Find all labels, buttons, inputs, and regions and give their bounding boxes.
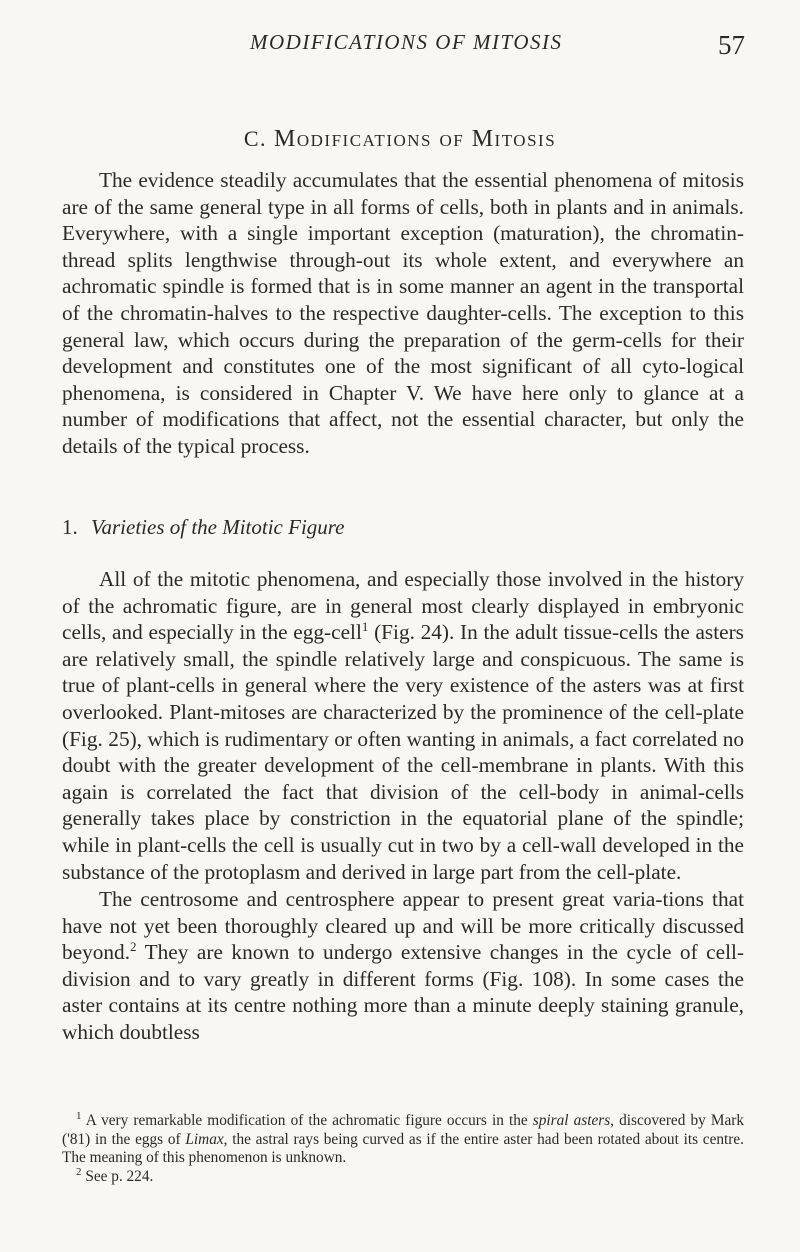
paragraph-2-text (62, 566, 744, 885)
footnote-1-italic-1: spiral asters (532, 1112, 611, 1129)
paragraph-1 (62, 167, 744, 460)
footnote-1-text-2: , discovered by Mark ('81) in the eggs of (62, 1112, 745, 1148)
subsection-heading (62, 515, 345, 540)
paragraph-3-text (62, 886, 744, 1046)
paragraph-2 (62, 566, 744, 885)
section-heading (0, 126, 800, 153)
subsection-title: Varieties of the Mitotic Figure (91, 515, 345, 539)
footnote-1-mark: 1 (76, 1109, 82, 1122)
paragraph-3 (62, 886, 744, 1046)
footnote-1-italic-2: Limax (185, 1130, 224, 1148)
footnote-2-mark: 2 (76, 1166, 82, 1179)
paragraph-1-text: The evidence steadily accumulates that the essential phenomena of mitosis are of the same general type in all forms of cells, both in plants and in animals. Everywhere, with a single important exception (maturation), the chromatin-thread splits lengthwise through-out its whole extent, and everywhere an achromatic spindle is formed that is in some manner an agent in the transportal of the chromatin-halves to the respective daughter-cells. The exception to this general law, which occurs during the preparation of the germ-cells for their development and constitutes one of the most significant of all cyto-logical phenomena, is considered in Chapter V. We have here only to glance at a number of modifications that affect, not the essential character, but only the details of the typical process. (62, 168, 744, 458)
subsection-number: 1. (62, 515, 78, 539)
paragraph-2-part-2: (Fig. 24). In the adult tissue-cells the asters are relatively small, the spindle relatively large and conspicuous. The same is true of plant-cells in general where the very existence of the asters was at first overlooked. Plant-mitoses are characterized by the prominence of the cell-plate (Fig. 25), which is rudimentary or often wanting in animals, a fact correlated no doubt with the greater development of the cell-membrane in plants. With this again is correlated the fact that division of the cell-body in animal-cells generally takes place by constriction in the equatorial plane of the spindle; while in plant-cells the cell is usually cut in two by a cell-wall developed in the substance of the protoplasm and derived in large part from the cell-plate. (62, 620, 744, 884)
running-head: MODIFICATIONS OF MITOSIS (250, 30, 563, 54)
footnote-1 (62, 1109, 745, 1168)
paragraph-3-part-1: The centrosome and centrosphere appear to present great varia-tions that have not yet been thoroughly cleared up and will be more critically discussed beyond. (62, 887, 744, 965)
footnote-2-text: See p. 224. (85, 1168, 154, 1186)
footnote-1-text-1: A very remarkable modification of the achromatic figure occurs in the (85, 1112, 533, 1129)
page-number: 57 (718, 30, 745, 60)
footnotes (62, 1109, 745, 1187)
section-letter: C. (243, 126, 268, 151)
paragraph-3-part-2: They are known to undergo extensive changes in the cycle of cell-division and to vary greatly in different forms (Fig. 108). In some cases the aster contains at its centre nothing more than a minute deeply staining granule, which doubtless (62, 940, 744, 1044)
paragraph-2-part-1: All of the mitotic phenomena, and especially those involved in the history of the achromatic figure, are in general most clearly displayed in embryonic cells, and especially in the egg-cell (62, 567, 744, 645)
footnote-2 (62, 1168, 744, 1187)
footnote-ref-2[interactable]: 2 (130, 939, 137, 955)
footnote-ref-1[interactable]: 1 (361, 619, 369, 635)
section-title: Modifications of Mitosis (274, 126, 557, 152)
footnote-1-text-3: , the astral rays being curved as if the entire aster had been rotated about its centre. The meaning of this phenomenon is unknown. (62, 1130, 744, 1167)
